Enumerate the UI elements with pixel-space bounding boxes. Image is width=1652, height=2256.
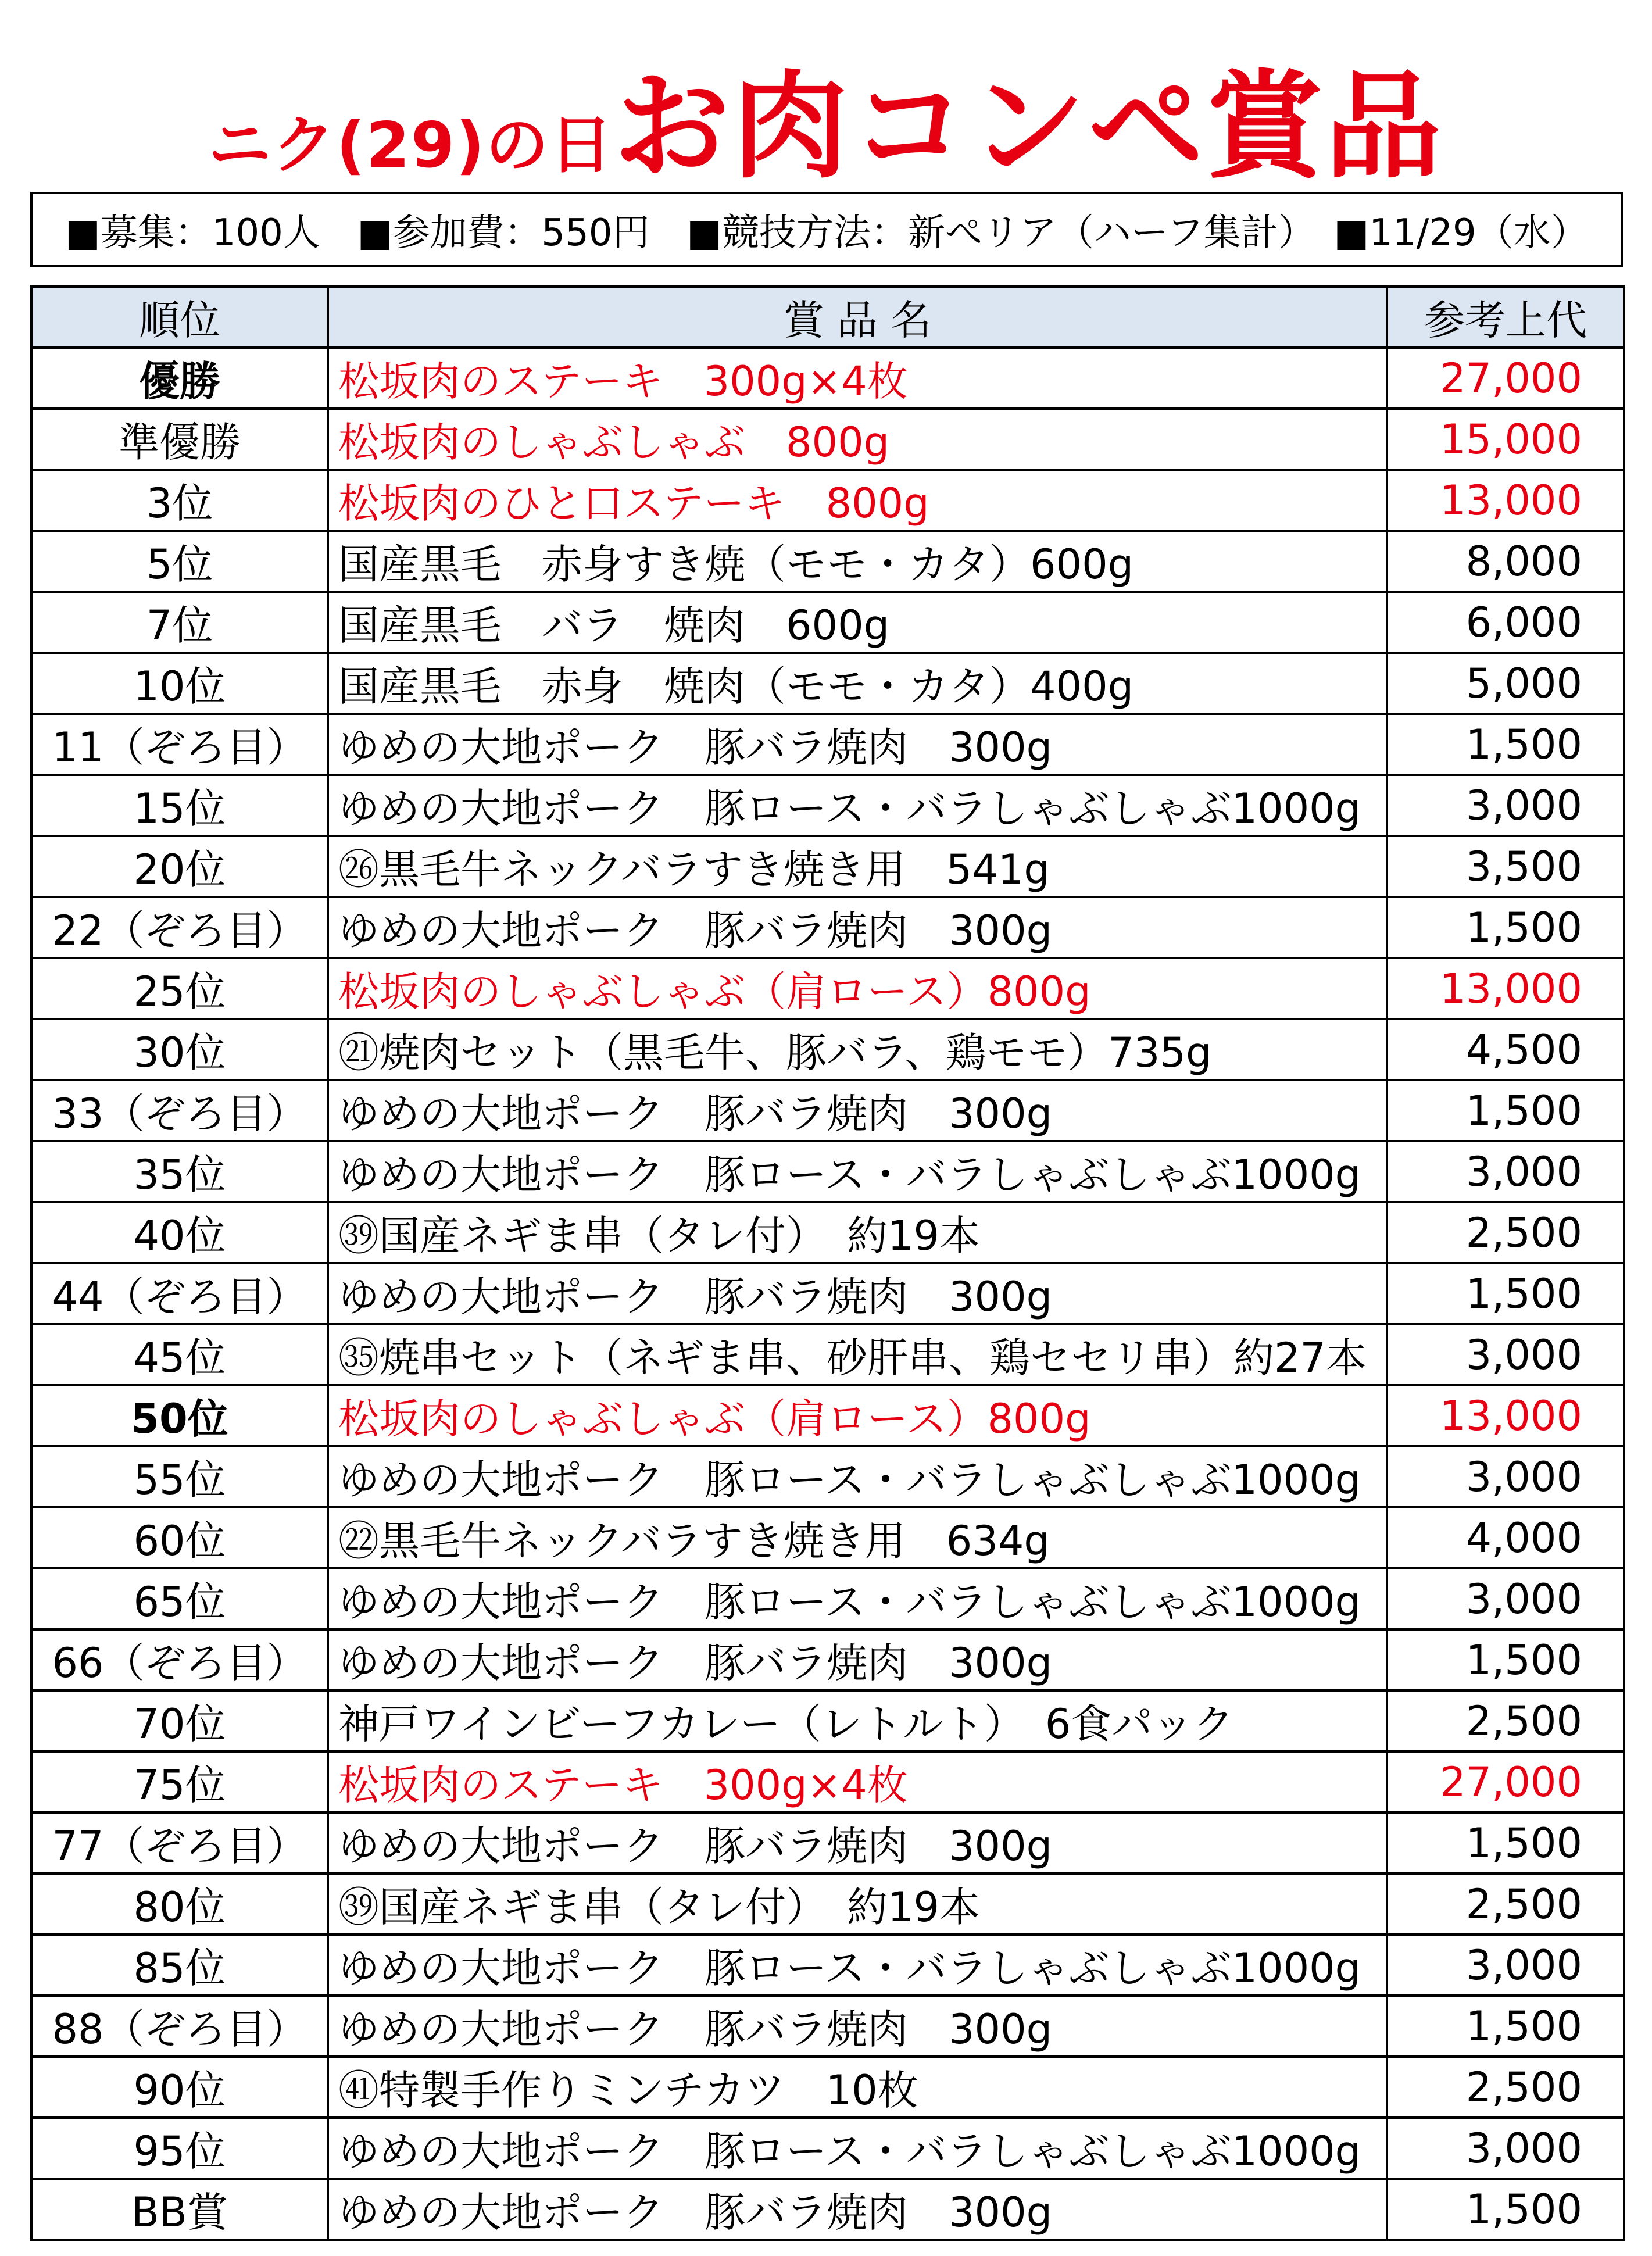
prize-name-cell: ゆめの大地ポーク 豚ロース・バラしゃぶしゃぶ1000g (328, 1141, 1387, 1202)
prize-name-cell: ゆめの大地ポーク 豚バラ焼肉 300g (328, 1263, 1387, 1324)
rank-cell: 準優勝 (31, 409, 328, 470)
prize-name-cell: 松坂肉のステーキ 300g×4枚 (328, 348, 1387, 409)
rank-cell: 95位 (31, 2118, 328, 2179)
table-row (31, 1263, 1624, 1324)
header-price: 参考上代 (1387, 287, 1624, 348)
rank-cell: 35位 (31, 1141, 328, 1202)
prize-name-cell: ゆめの大地ポーク 豚バラ焼肉 300g (328, 1629, 1387, 1690)
table-row (31, 1019, 1624, 1080)
price-cell: 3,000 (1387, 1935, 1624, 1996)
rank-cell: 25位 (31, 958, 328, 1019)
prize-name-cell: ㊴国産ネギま串（タレ付） 約19本 (328, 1874, 1387, 1935)
info-text: ■募集：100人 ■参加費：550円 ■競技方法：新ぺリア（ハーフ集計） ■11/29（水） (65, 212, 1588, 255)
table-row (31, 1690, 1624, 1751)
prize-name-cell: 松坂肉のひと口ステーキ 800g (328, 470, 1387, 531)
rank-cell: 90位 (31, 2057, 328, 2118)
prize-name-cell: 松坂肉のステーキ 300g×4枚 (328, 1751, 1387, 1812)
table-row (31, 1507, 1624, 1568)
price-cell: 4,000 (1387, 1507, 1624, 1568)
table-row (31, 2057, 1624, 2118)
info-box (30, 192, 1623, 267)
price-cell: 3,000 (1387, 775, 1624, 836)
prize-name-cell: 国産黒毛 赤身 焼肉（モモ・カタ）400g (328, 653, 1387, 714)
prize-name-cell: ゆめの大地ポーク 豚バラ焼肉 300g (328, 897, 1387, 958)
prize-name-cell: ゆめの大地ポーク 豚バラ焼肉 300g (328, 2179, 1387, 2240)
prize-name-cell: 国産黒毛 赤身すき焼（モモ・カタ）600g (328, 531, 1387, 592)
prize-name-cell: 国産黒毛 バラ 焼肉 600g (328, 592, 1387, 653)
table-row (31, 592, 1624, 653)
price-cell: 6,000 (1387, 592, 1624, 653)
rank-cell: 20位 (31, 836, 328, 897)
table-row (31, 531, 1624, 592)
table-row (31, 836, 1624, 897)
table-row (31, 1446, 1624, 1507)
price-cell: 15,000 (1387, 409, 1624, 470)
prize-name-cell: ゆめの大地ポーク 豚ロース・バラしゃぶしゃぶ1000g (328, 775, 1387, 836)
rank-cell: 80位 (31, 1874, 328, 1935)
table-header-row (31, 287, 1624, 348)
table-body (31, 348, 1624, 2240)
table-row (31, 1935, 1624, 1996)
rank-cell: 55位 (31, 1446, 328, 1507)
table-row (31, 1629, 1624, 1690)
table-row (31, 1996, 1624, 2057)
rank-cell: 40位 (31, 1202, 328, 1263)
rank-cell: 7位 (31, 592, 328, 653)
table-row (31, 1324, 1624, 1385)
page-title (0, 34, 1652, 195)
prize-name-cell: ㊶特製手作りミンチカツ 10枚 (328, 2057, 1387, 2118)
price-cell: 1,500 (1387, 1263, 1624, 1324)
price-cell: 1,500 (1387, 1629, 1624, 1690)
prize-name-cell: 松坂肉のしゃぶしゃぶ（肩ロース）800g (328, 958, 1387, 1019)
rank-cell: 50位 (31, 1385, 328, 1446)
rank-cell: 66（ぞろ目） (31, 1629, 328, 1690)
table-row (31, 1751, 1624, 1812)
price-cell: 3,000 (1387, 2118, 1624, 2179)
table-row (31, 2179, 1624, 2240)
rank-cell: 30位 (31, 1019, 328, 1080)
table-row (31, 1141, 1624, 1202)
prize-name-cell: ㉑焼肉セット（黒毛牛、豚バラ、鶏モモ）735g (328, 1019, 1387, 1080)
price-cell: 3,000 (1387, 1324, 1624, 1385)
rank-cell: 10位 (31, 653, 328, 714)
prize-name-cell: ゆめの大地ポーク 豚ロース・バラしゃぶしゃぶ1000g (328, 1446, 1387, 1507)
price-cell: 8,000 (1387, 531, 1624, 592)
rank-cell: 45位 (31, 1324, 328, 1385)
prize-name-cell: ゆめの大地ポーク 豚バラ焼肉 300g (328, 1080, 1387, 1141)
price-cell: 13,000 (1387, 470, 1624, 531)
prize-name-cell: ゆめの大地ポーク 豚バラ焼肉 300g (328, 1996, 1387, 2057)
price-cell: 3,000 (1387, 1568, 1624, 1629)
prize-name-cell: 松坂肉のしゃぶしゃぶ 800g (328, 409, 1387, 470)
price-cell: 1,500 (1387, 897, 1624, 958)
prize-name-cell: 神戸ワインビーフカレー（レトルト） 6食パック (328, 1690, 1387, 1751)
prize-name-cell: 松坂肉のしゃぶしゃぶ（肩ロース）800g (328, 1385, 1387, 1446)
prize-name-cell: ゆめの大地ポーク 豚バラ焼肉 300g (328, 714, 1387, 775)
prize-name-cell: ゆめの大地ポーク 豚ロース・バラしゃぶしゃぶ1000g (328, 1568, 1387, 1629)
price-cell: 1,500 (1387, 1080, 1624, 1141)
table-row (31, 1202, 1624, 1263)
prize-name-cell: ㉟焼串セット（ネギま串、砂肝串、鶏セセリ串）約27本 (328, 1324, 1387, 1385)
price-cell: 4,500 (1387, 1019, 1624, 1080)
price-cell: 1,500 (1387, 1996, 1624, 2057)
price-cell: 3,500 (1387, 836, 1624, 897)
table-row (31, 775, 1624, 836)
prize-name-cell: ㉖黒毛牛ネックバラすき焼き用 541g (328, 836, 1387, 897)
table-row (31, 1812, 1624, 1874)
rank-cell: 65位 (31, 1568, 328, 1629)
table-row (31, 470, 1624, 531)
rank-cell: 85位 (31, 1935, 328, 1996)
prize-name-cell: ㊴国産ネギま串（タレ付） 約19本 (328, 1202, 1387, 1263)
table-row (31, 1568, 1624, 1629)
rank-cell: 33（ぞろ目） (31, 1080, 328, 1141)
price-cell: 2,500 (1387, 1202, 1624, 1263)
rank-cell: 44（ぞろ目） (31, 1263, 328, 1324)
rank-cell: BB賞 (31, 2179, 328, 2240)
table-row (31, 348, 1624, 409)
rank-cell: 88（ぞろ目） (31, 1996, 328, 2057)
table-row (31, 1874, 1624, 1935)
rank-cell: 3位 (31, 470, 328, 531)
rank-cell: 77（ぞろ目） (31, 1812, 328, 1874)
rank-cell: 15位 (31, 775, 328, 836)
rank-cell: 11（ぞろ目） (31, 714, 328, 775)
rank-cell: 70位 (31, 1690, 328, 1751)
price-cell: 3,000 (1387, 1141, 1624, 1202)
header-rank: 順位 (31, 287, 328, 348)
prize-name-cell: ゆめの大地ポーク 豚バラ焼肉 300g (328, 1812, 1387, 1874)
prize-table (30, 285, 1625, 2241)
rank-cell: 75位 (31, 1751, 328, 1812)
title-main: お肉コンペ賞品 (613, 59, 1444, 195)
rank-cell: 22（ぞろ目） (31, 897, 328, 958)
table-row (31, 714, 1624, 775)
rank-cell: 5位 (31, 531, 328, 592)
prize-name-cell: ゆめの大地ポーク 豚ロース・バラしゃぶしゃぶ1000g (328, 2118, 1387, 2179)
rank-cell: 60位 (31, 1507, 328, 1568)
price-cell: 2,500 (1387, 1874, 1624, 1935)
table-row (31, 653, 1624, 714)
price-cell: 5,000 (1387, 653, 1624, 714)
header-prize-name: 賞 品 名 (328, 287, 1387, 348)
rank-cell: 優勝 (31, 348, 328, 409)
title-prefix: ニク(29)の日 (208, 109, 614, 182)
price-cell: 27,000 (1387, 1751, 1624, 1812)
table-row (31, 1385, 1624, 1446)
price-cell: 2,500 (1387, 2057, 1624, 2118)
price-cell: 13,000 (1387, 958, 1624, 1019)
price-cell: 1,500 (1387, 714, 1624, 775)
prize-name-cell: ㉒黒毛牛ネックバラすき焼き用 634g (328, 1507, 1387, 1568)
price-cell: 13,000 (1387, 1385, 1624, 1446)
price-cell: 1,500 (1387, 1812, 1624, 1874)
price-cell: 1,500 (1387, 2179, 1624, 2240)
table-row (31, 2118, 1624, 2179)
table-row (31, 1080, 1624, 1141)
price-cell: 3,000 (1387, 1446, 1624, 1507)
table-row (31, 958, 1624, 1019)
table-row (31, 897, 1624, 958)
prize-name-cell: ゆめの大地ポーク 豚ロース・バラしゃぶしゃぶ1000g (328, 1935, 1387, 1996)
price-cell: 2,500 (1387, 1690, 1624, 1751)
price-cell: 27,000 (1387, 348, 1624, 409)
table-row (31, 409, 1624, 470)
